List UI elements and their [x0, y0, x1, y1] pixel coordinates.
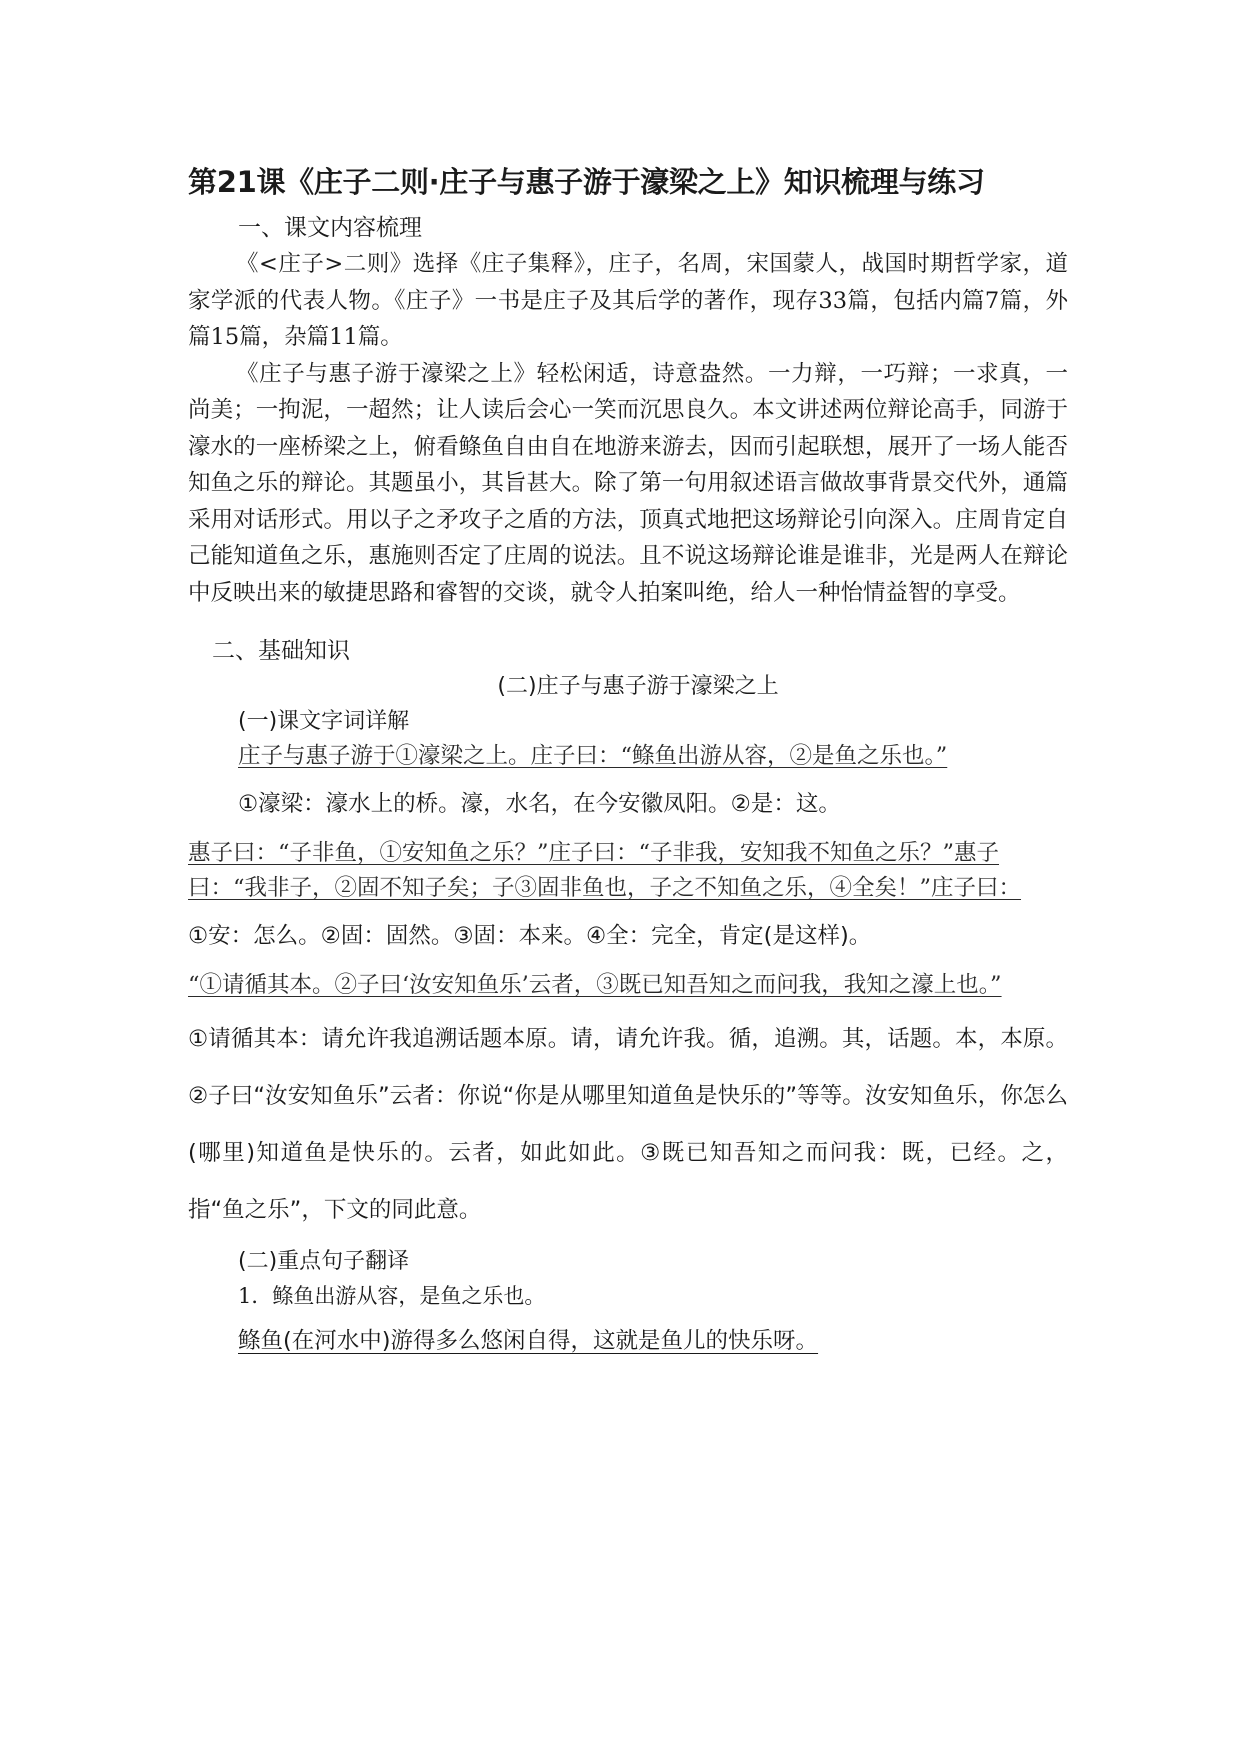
paragraph-summary: 《庄子与惠子游于濠梁之上》轻松闲适，诗意盎然。一力辩，一巧辩；一求真，一尚美；一拘泥，一超然；让人读后会心一笑而沉思良久。本文讲述两位辩论高手，同游于濠水的一座桥梁之上，俯看鲦鱼自由自在地游来游去，因而引起联想，展开了一场人能否知鱼之乐的辩论。其题虽小，其旨甚大。除了第一句用叙述语言做故事背景交代外，通篇采用对话形式。用以子之矛攻子之盾的方法，顶真式地把这场辩论引向深入。庄周肯定自己能知道鱼之乐，惠施则否定了庄周的说法。且不说这场辩论谁是谁非，光是两人在辩论中反映出来的敏捷思路和睿智的交谈，就令人拍案叫绝，给人一种怡情益智的享受。	[188, 360, 1068, 606]
page-title: 第21课《庄子二则·庄子与惠子游于濠梁之上》知识梳理与练习	[188, 165, 985, 199]
section-heading-content-review: 一、课文内容梳理	[238, 215, 422, 241]
answer-1: 鲦鱼(在河水中)游得多么悠闲自得，这就是鱼儿的快乐呀。	[238, 1328, 819, 1354]
subheading-word-explanation: (一)课文字词详解	[238, 709, 410, 734]
question-1: 1．鲦鱼出游从容，是鱼之乐也。	[238, 1284, 546, 1308]
annotation-1: ①濠梁：濠水上的桥。濠，水名，在今安徽凤阳。②是：这。	[238, 791, 841, 817]
subheading-translation: (二)重点句子翻译	[238, 1249, 410, 1274]
document-page	[188, 162, 1068, 1359]
original-text-3: “①请循其本。②子曰‘汝安知鱼乐’云者，③既已知吾知之而问我，我知之濠上也。”	[188, 972, 1002, 998]
annotation-2: ①安：怎么。②固：固然。③固：本来。④全：完全，肯定(是这样)。	[188, 923, 872, 949]
original-text-2: 惠子曰：“子非鱼，①安知鱼之乐？”庄子曰：“子非我，安知我不知鱼之乐？”惠子曰：“我非子，②固不知子矣；子③固非鱼也，子之不知鱼之乐，④全矣！”庄子曰：	[188, 840, 1022, 901]
text-title: (二)庄子与惠子游于濠梁之上	[497, 674, 779, 699]
annotation-3: ①请循其本：请允许我追溯话题本原。请，请允许我。循，追溯。其，话题。本，本原。②子曰“汝安知鱼乐”云者：你说“你是从哪里知道鱼是快乐的”等等。汝安知鱼乐，你怎么(哪里)知道鱼是快乐的。云者，如此如此。③既已知吾知之而问我：既，已经。之，指“鱼之乐”，下文的同此意。	[188, 1026, 1068, 1223]
original-text-1: 庄子与惠子游于①濠梁之上。庄子曰：“鲦鱼出游从容，②是鱼之乐也。”	[238, 743, 948, 769]
paragraph-intro: 《<庄子>二则》选择《庄子集释》，庄子，名周，宋国蒙人，战国时期哲学家，道家学派的代表人物。《庄子》一书是庄子及其后学的著作，现存33篇，包括内篇7篇，外篇15篇，杂篇11篇。	[188, 251, 1068, 350]
section-heading-basic-knowledge: 二、基础知识	[212, 638, 350, 664]
